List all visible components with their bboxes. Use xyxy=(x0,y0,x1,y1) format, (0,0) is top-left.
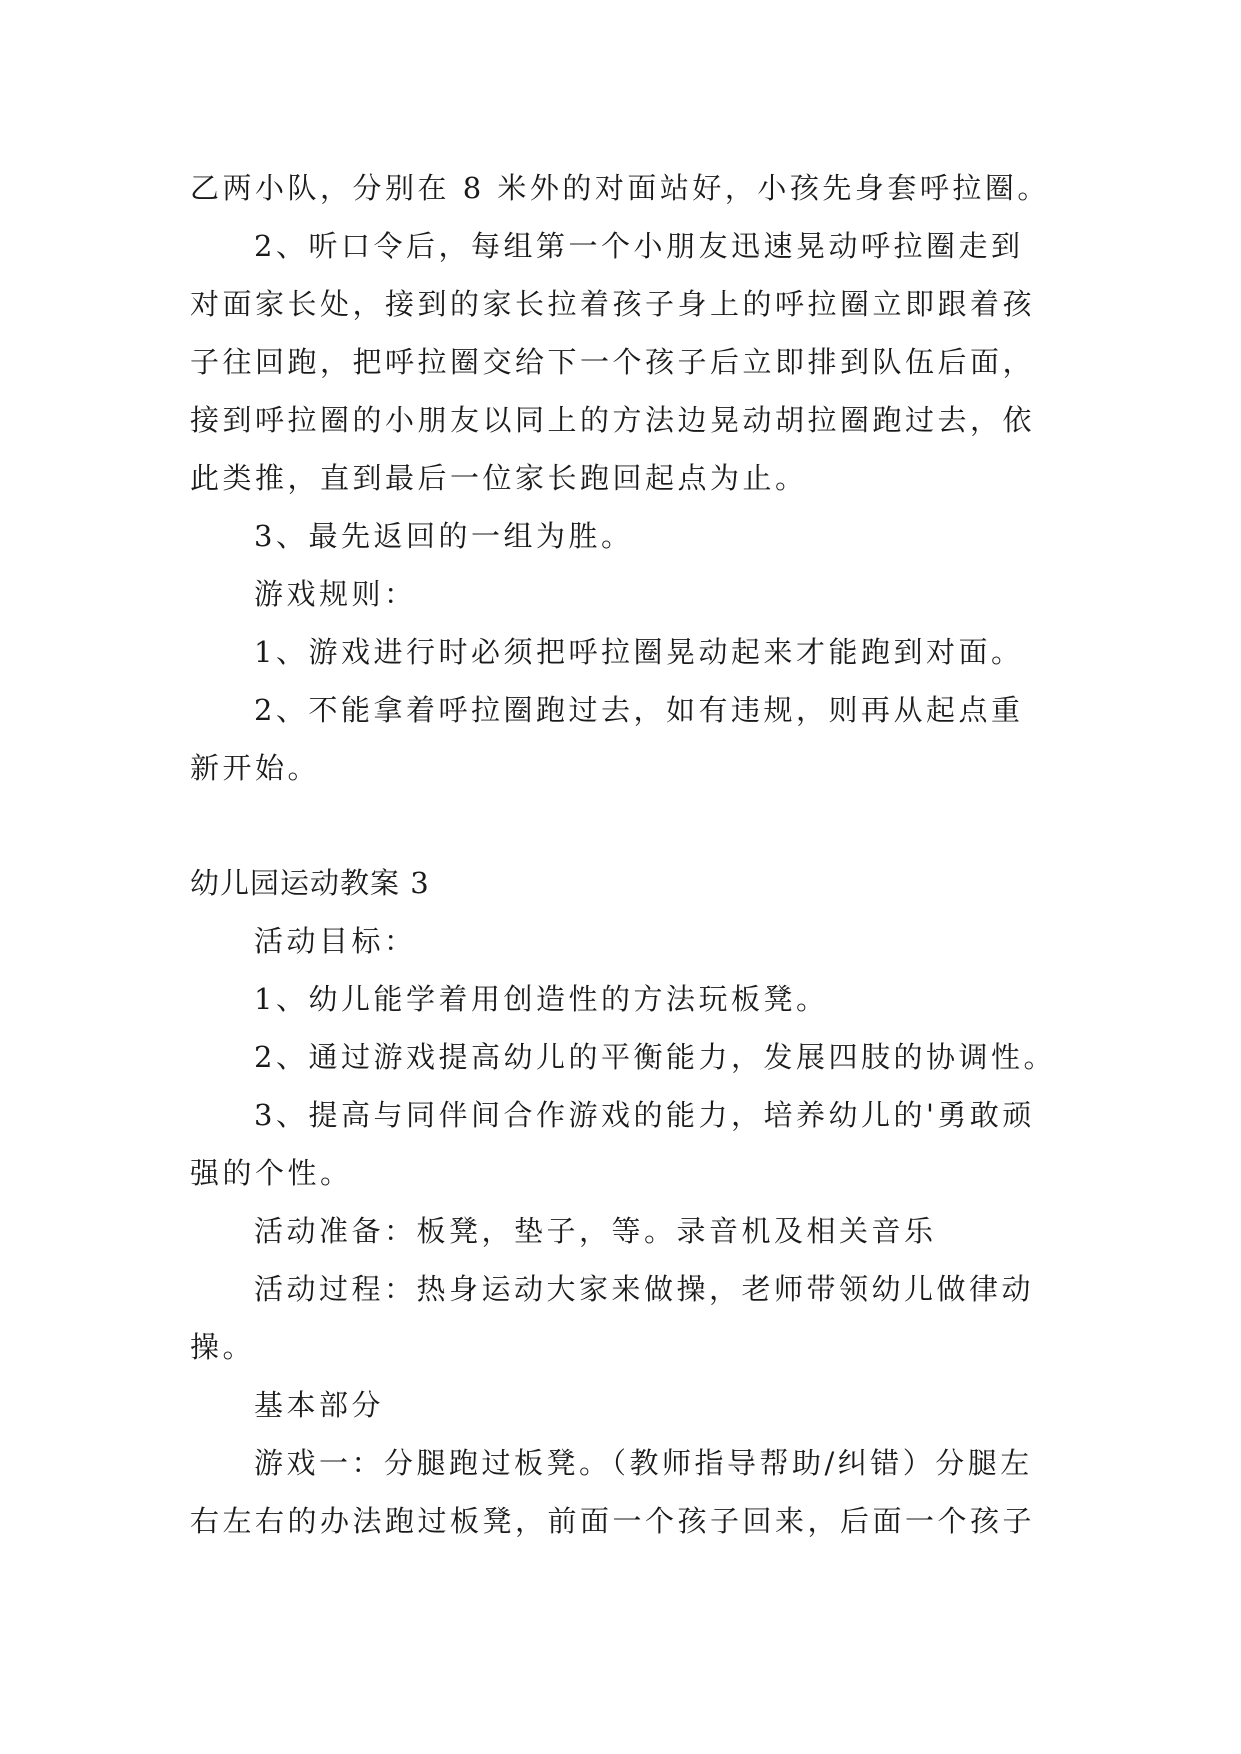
paragraph-line: 乙两小队，分别在 8 米外的对面站好，小孩先身套呼拉圈。 xyxy=(190,171,1050,205)
paragraph-line: 1、幼儿能学着用创造性的方法玩板凳。 xyxy=(254,982,829,1016)
paragraph-line: 1、游戏进行时必须把呼拉圈晃动起来才能跑到对面。 xyxy=(254,635,1024,669)
paragraph-line: 2、不能拿着呼拉圈跑过去，如有违规，则再从起点重 xyxy=(254,693,1024,727)
paragraph-line: 子往回跑，把呼拉圈交给下一个孩子后立即排到队伍后面， xyxy=(190,345,1036,379)
paragraph-line: 新开始。 xyxy=(190,751,321,785)
paragraph-line: 接到呼拉圈的小朋友以同上的方法边晃动胡拉圈跑过去，依 xyxy=(190,403,1036,437)
section-heading: 幼儿园运动教案 3 xyxy=(190,866,430,900)
paragraph-line: 3、提高与同伴间合作游戏的能力，培养幼儿的'勇敢顽 xyxy=(254,1098,1035,1132)
paragraph-line: 此类推，直到最后一位家长跑回起点为止。 xyxy=(190,461,808,495)
paragraph-line: 活动过程：热身运动大家来做操，老师带领幼儿做律动 xyxy=(254,1272,1035,1306)
paragraph-line: 活动目标： xyxy=(254,924,417,958)
paragraph-line: 操。 xyxy=(190,1330,256,1364)
paragraph-line: 右左右的办法跑过板凳，前面一个孩子回来，后面一个孩子 xyxy=(190,1504,1036,1538)
paragraph-line: 游戏规则： xyxy=(254,577,417,611)
paragraph-line: 强的个性。 xyxy=(190,1156,353,1190)
paragraph-line: 对面家长处，接到的家长拉着孩子身上的呼拉圈立即跟着孩 xyxy=(190,287,1036,321)
paragraph-line: 3、最先返回的一组为胜。 xyxy=(254,519,634,553)
paragraph-line: 基本部分 xyxy=(254,1388,385,1422)
paragraph-line: 2、通过游戏提高幼儿的平衡能力，发展四肢的协调性。 xyxy=(254,1040,1056,1074)
paragraph-line: 2、听口令后，每组第一个小朋友迅速晃动呼拉圈走到 xyxy=(254,229,1024,263)
paragraph-line: 活动准备：板凳，垫子，等。录音机及相关音乐 xyxy=(254,1214,937,1248)
paragraph-line: 游戏一：分腿跑过板凳。（教师指导帮助/纠错）分腿左 xyxy=(254,1446,1033,1480)
